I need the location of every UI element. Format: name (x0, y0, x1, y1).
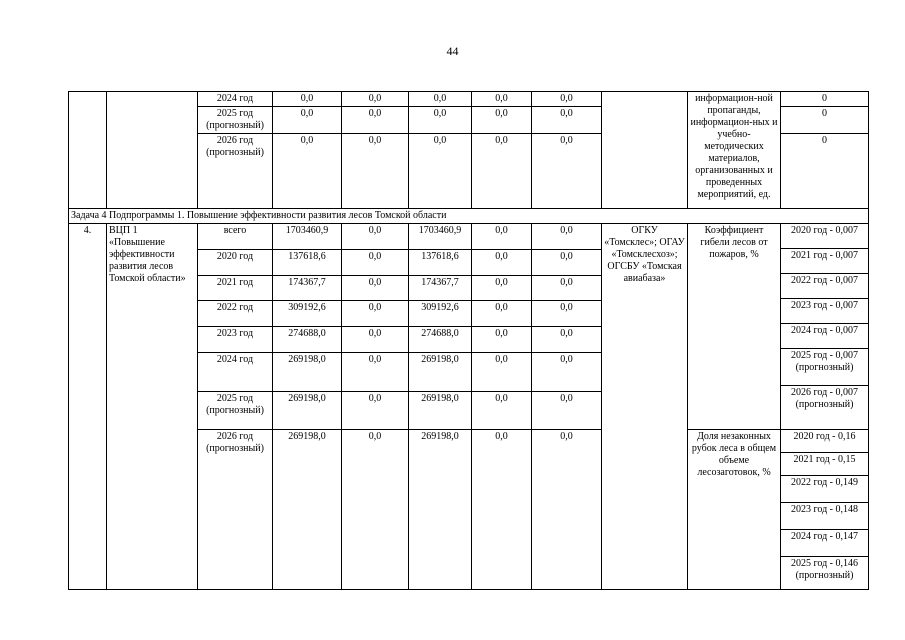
indicator-value: 2021 год - 0,15 (781, 453, 868, 476)
indicator-value: 2024 год - 0,007 (781, 324, 868, 349)
indicator-value: 2025 год - 0,146 (прогнозный) (791, 558, 858, 581)
indicator-value: 2022 год - 0,007 (781, 274, 868, 299)
indicator-value: 2023 год - 0,007 (781, 299, 868, 324)
value-cell: 0,0 (342, 107, 409, 134)
empty-cell (107, 92, 198, 209)
year-cell: 2025 год (прогнозный) (198, 107, 273, 134)
value-cell: 1703460,9 (409, 224, 472, 250)
value-cell: 0,0 (342, 224, 409, 250)
indicator-value: 0 (781, 107, 869, 134)
executor-cell: ОГКУ «Томсклес»; ОГАУ «Томсклесхоз»; ОГСБУ «Томская авиабаза» (602, 224, 688, 590)
year-cell: 2026 год (прогнозный) (198, 430, 273, 590)
value-cell: 0,0 (472, 275, 532, 301)
value-cell: 0,0 (342, 301, 409, 327)
value-cell: 0,0 (532, 134, 602, 209)
value-cell: 0,0 (409, 107, 472, 134)
value-cell: 0,0 (342, 275, 409, 301)
indicator-name: Доля незаконных рубок леса в общем объеме лесозаготовок, % (688, 430, 781, 590)
value-cell: 0,0 (532, 430, 602, 590)
value-cell: 269198,0 (273, 352, 342, 391)
value-cell: 174367,7 (273, 275, 342, 301)
indicator-values (781, 430, 869, 590)
page-number: 44 (446, 44, 459, 58)
value-cell: 0,0 (532, 275, 602, 301)
empty-cell (602, 92, 688, 209)
year-cell: 2024 год (198, 92, 273, 107)
indicator-value: 2025 год - 0,007 (прогнозный) (781, 349, 868, 386)
year-cell: 2023 год (198, 327, 273, 353)
indicator-value: 2021 год - 0,007 (781, 249, 868, 274)
value-cell: 0,0 (409, 134, 472, 209)
table-row (69, 224, 869, 250)
value-cell: 0,0 (472, 352, 532, 391)
value-cell: 0,0 (532, 391, 602, 429)
year-cell: 2025 год (прогнозный) (198, 391, 273, 429)
indicator-name: информацион-ной пропаганды, информацион-ных и учебно-методических материалов, организованных и проведенных мероприятий, ед. (688, 92, 781, 209)
year-cell: 2020 год (198, 249, 273, 275)
value-cell: 0,0 (472, 327, 532, 353)
value-cell: 309192,6 (409, 301, 472, 327)
indicator-name: Коэффициент гибели лесов от пожаров, % (688, 224, 781, 430)
value-cell: 269198,0 (273, 391, 342, 429)
indicator-value: 2024 год - 0,147 (781, 530, 868, 557)
value-cell: 269198,0 (409, 391, 472, 429)
value-cell: 0,0 (472, 134, 532, 209)
value-cell: 0,0 (273, 107, 342, 134)
indicator-value: 0 (781, 92, 869, 107)
year-cell: всего (198, 224, 273, 250)
task-title: Задача 4 Подпрограммы 1. Повышение эффективности развития лесов Томской области (69, 209, 869, 224)
value-cell: 0,0 (342, 134, 409, 209)
task-row (69, 209, 869, 224)
table-row (69, 92, 869, 107)
measure-name: ВЦП 1 «Повышение эффективности развития лесов Томской области» (107, 224, 198, 590)
row-number: 4. (69, 224, 107, 590)
indicator-value: 2023 год - 0,148 (781, 503, 868, 530)
value-cell: 309192,6 (273, 301, 342, 327)
value-cell: 0,0 (532, 301, 602, 327)
empty-cell (69, 92, 107, 209)
value-cell: 274688,0 (273, 327, 342, 353)
value-cell: 0,0 (342, 430, 409, 590)
value-cell: 0,0 (472, 107, 532, 134)
value-cell: 269198,0 (273, 430, 342, 590)
value-cell: 0,0 (532, 327, 602, 353)
value-cell: 0,0 (532, 92, 602, 107)
value-cell: 0,0 (409, 92, 472, 107)
value-cell: 1703460,9 (273, 224, 342, 250)
year-cell: 2022 год (198, 301, 273, 327)
year-cell: 2026 год (прогнозный) (198, 134, 273, 209)
indicator-value: 2026 год - 0,007 (прогнозный) (791, 387, 858, 410)
value-cell: 0,0 (273, 92, 342, 107)
value-cell: 137618,6 (409, 249, 472, 275)
value-cell: 0,0 (342, 249, 409, 275)
value-cell: 0,0 (472, 430, 532, 590)
value-cell: 0,0 (472, 301, 532, 327)
value-cell: 0,0 (532, 107, 602, 134)
value-cell: 274688,0 (409, 327, 472, 353)
value-cell: 0,0 (342, 391, 409, 429)
year-cell: 2024 год (198, 352, 273, 391)
value-cell: 0,0 (532, 224, 602, 250)
value-cell: 0,0 (532, 249, 602, 275)
value-cell: 0,0 (472, 249, 532, 275)
indicator-value: 2020 год - 0,16 (781, 430, 868, 453)
value-cell: 137618,6 (273, 249, 342, 275)
value-cell: 0,0 (532, 352, 602, 391)
value-cell: 0,0 (273, 134, 342, 209)
indicator-value: 2020 год - 0,007 (781, 224, 868, 249)
value-cell: 269198,0 (409, 352, 472, 391)
value-cell: 0,0 (472, 224, 532, 250)
value-cell: 0,0 (472, 391, 532, 429)
value-cell: 174367,7 (409, 275, 472, 301)
value-cell: 0,0 (342, 352, 409, 391)
value-cell: 0,0 (342, 327, 409, 353)
indicator-values (781, 224, 869, 430)
indicator-value: 2022 год - 0,149 (781, 476, 868, 503)
value-cell: 0,0 (472, 92, 532, 107)
value-cell: 269198,0 (409, 430, 472, 590)
year-cell: 2021 год (198, 275, 273, 301)
program-table (68, 91, 869, 590)
indicator-value: 0 (781, 134, 869, 209)
value-cell: 0,0 (342, 92, 409, 107)
